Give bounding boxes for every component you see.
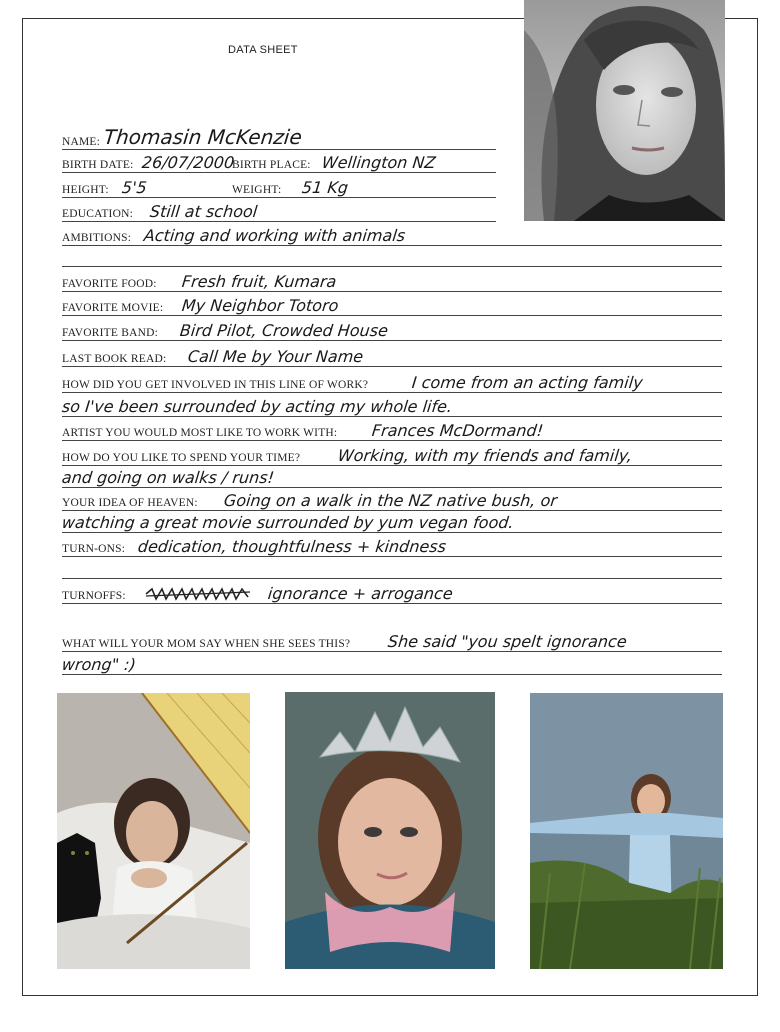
heaven-row-2 [62,513,722,533]
portrait-photo [524,0,725,221]
heaven-row [62,491,722,511]
turn-ons-label: TURN-ONS: [62,543,126,555]
height-value: 5'5 [121,178,148,197]
height-label: HEIGHT: [62,184,109,196]
involved-row [62,373,722,393]
turn-ons-row [62,537,722,557]
artist-row [62,421,722,441]
favorite-band-label: FAVORITE BAND: [62,327,158,339]
heaven-value-2: watching a great movie surrounded by yum vegan food. [61,513,515,532]
heaven-value: Going on a walk in the NZ native bush, or [223,491,559,510]
blank-line [62,266,722,267]
photo-child-with-cat [57,693,250,969]
birth-place-label: BIRTH PLACE: [232,159,311,171]
blank-line [62,578,722,579]
turn-ons-value: dedication, thoughtfulness + kindness [137,537,448,556]
scribble-mark [144,587,252,601]
birth-place-value: Wellington NZ [321,153,437,172]
height-weight-row [62,178,496,198]
name-label: NAME: [62,136,101,148]
turnoffs-value: ignorance + arrogance [267,584,454,603]
turnoffs-label: TURNOFFS: [62,590,126,602]
involved-value-2: so I've been surrounded by acting my whole life. [61,397,454,416]
photo-child-outdoors [530,693,723,969]
favorite-band-value: Bird Pilot, Crowded House [179,321,390,340]
birth-date-value: 26/07/2000 [141,153,236,172]
birth-row [62,153,496,173]
spend-time-row-2 [62,468,722,488]
spend-time-value: Working, with my friends and family, [337,446,634,465]
weight-value: 51 Kg [301,178,350,197]
education-label: EDUCATION: [62,208,133,220]
turnoffs-row [62,584,722,604]
birth-date-label: BIRTH DATE: [62,159,134,171]
mom-label: WHAT WILL YOUR MOM SAY WHEN SHE SEES THIS? [62,638,351,650]
name-value: Thomasin McKenzie [102,125,304,149]
mom-row [62,632,722,652]
involved-row-2 [62,397,722,417]
last-book-value: Call Me by Your Name [187,347,365,366]
sheet-title: DATA SHEET [228,44,298,56]
favorite-movie-value: My Neighbor Totoro [181,296,340,315]
favorite-band-row [62,321,722,341]
mom-row-2 [62,655,722,675]
favorite-food-value: Fresh fruit, Kumara [181,272,338,291]
spend-time-label: HOW DO YOU LIKE TO SPEND YOUR TIME? [62,452,301,464]
education-row [62,202,496,222]
spend-time-row [62,446,722,466]
favorite-food-row [62,272,722,292]
spend-time-value-2: and going on walks / runs! [61,468,276,487]
involved-label: HOW DID YOU GET INVOLVED IN THIS LINE OF WORK? [62,379,369,391]
favorite-movie-label: FAVORITE MOVIE: [62,302,164,314]
mom-value-2: wrong" :) [61,655,137,674]
artist-label: ARTIST YOU WOULD MOST LIKE TO WORK WITH: [62,427,338,439]
artist-value: Frances McDormand! [371,421,545,440]
ambitions-label: AMBITIONS: [62,232,132,244]
photo-child-tiara [285,692,495,969]
weight-label: WEIGHT: [232,184,282,196]
name-row [62,125,496,150]
ambitions-value: Acting and working with animals [143,226,407,245]
involved-value: I come from an acting family [411,373,644,392]
last-book-row [62,347,722,367]
heaven-label: YOUR IDEA OF HEAVEN: [62,497,198,509]
ambitions-row [62,226,722,246]
mom-value: She said "you spelt ignorance [387,632,628,651]
favorite-food-label: FAVORITE FOOD: [62,278,157,290]
education-value: Still at school [149,202,259,221]
favorite-movie-row [62,296,722,316]
last-book-label: LAST BOOK READ: [62,353,167,365]
